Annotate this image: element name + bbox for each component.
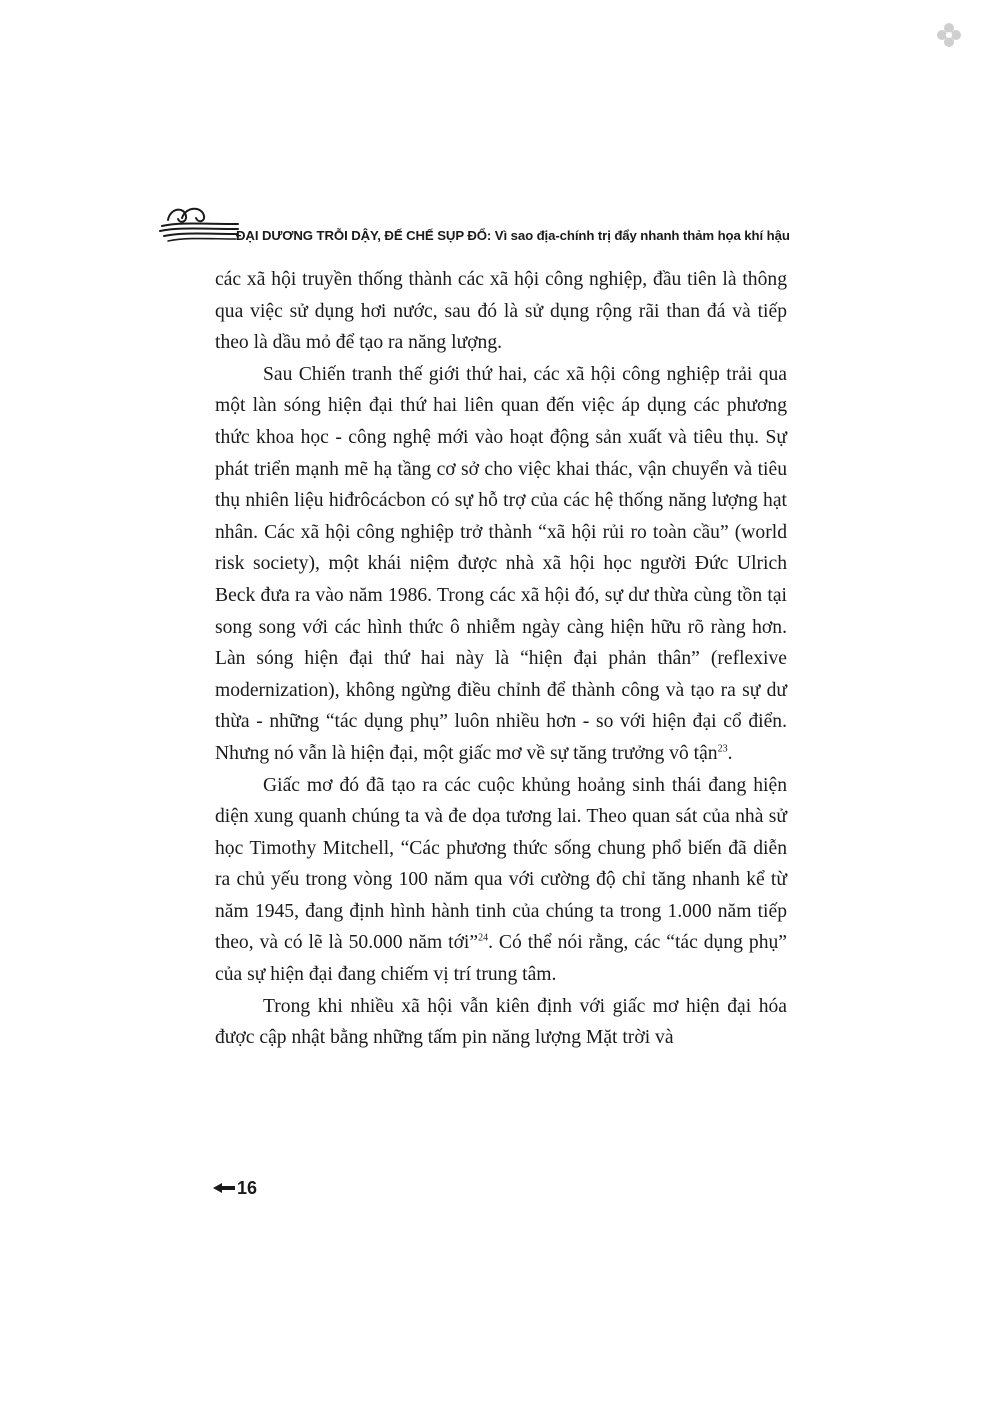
paragraph-4 [215, 991, 787, 1054]
page-number [213, 1177, 257, 1201]
paragraph-2-end: . [727, 742, 733, 764]
paragraph-1-text: các xã hội truyền thống thành các xã hội công nghiệp, đầu tiên là thông qua việc sử dụng hơi nước, sau đó là sử dụng rộng rãi than đá và tiếp theo là dầu mỏ để tạo ra năng lượng. [215, 269, 787, 354]
paragraph-3-text: Giấc mơ đó đã tạo ra các cuộc khủng hoảng sinh thái đang hiện diện xung quanh chúng ta và đe dọa tương lai. Theo quan sát của nhà sử học Timothy Mitchell, “Các phương thức sống chung phổ biến đã diễn ra chủ yếu trong vòng 100 năm qua với cường độ chỉ tăng nhanh kể từ năm 1945, đang định hình hành tinh của chúng ta trong 1.000 năm tiếp theo, và có lẽ là 50.000 năm tới” [215, 774, 787, 954]
header-title-subtitle: Vì sao địa-chính trị đẩy nhanh thảm họa khí hậu [491, 228, 790, 243]
body-text [215, 264, 787, 1054]
footnote-ref-24[interactable]: 24 [478, 932, 489, 944]
arrow-left-icon [213, 1182, 235, 1194]
footnote-ref-23[interactable]: 23 [717, 743, 728, 755]
header-title [236, 228, 790, 243]
paragraph-2 [215, 359, 787, 770]
wave-logo-icon [158, 200, 240, 246]
paragraph-3-end: . Có thể nói rằng, các “tác dụng phụ” của sự hiện đại đang chiếm vị trí trung tâm. [215, 932, 787, 986]
flower-ornament-icon [936, 22, 962, 48]
running-header [158, 200, 790, 250]
paragraph-3 [215, 770, 787, 991]
header-title-bold: ĐẠI DƯƠNG TRỖI DẬY, ĐẾ CHẾ SỤP ĐỔ: [236, 228, 492, 243]
paragraph-2-text: Sau Chiến tranh thế giới thứ hai, các xã hội công nghiệp trải qua một làn sóng hiện đại thứ hai liên quan đến việc áp dụng các phương thức khoa học - công nghệ mới vào hoạt động sản xuất và tiêu thụ. Sự phát triển mạnh mẽ hạ tầng cơ sở cho việc khai thác, vận chuyển và tiêu thụ nhiên liệu hiđrôcácbon có sự hỗ trợ của các hệ thống năng lượng hạt nhân. Các xã hội công nghiệp trở thành “xã hội rủi ro toàn cầu” (world risk society), một khái niệm được nhà xã hội học người Đức Ulrich Beck đưa ra vào năm 1986. Trong các xã hội đó, sự dư thừa cùng tồn tại song song với các hình thức ô nhiễm ngày càng hiện hữu rõ ràng hơn. Làn sóng hiện đại thứ hai này là “hiện đại phản thân” (reflexive modernization), không ngừng điều chỉnh để thành công và tạo ra sự dư thừa - những “tác dụng phụ” luôn nhiều hơn - so với hiện đại cổ điển. Nhưng nó vẫn là hiện đại, một giấc mơ về sự tăng trưởng vô tận [215, 363, 787, 764]
page-number-value: 16 [237, 1177, 258, 1198]
paragraph-1 [215, 264, 787, 359]
paragraph-4-text: Trong khi nhiều xã hội vẫn kiên định với giấc mơ hiện đại hóa được cập nhật bằng những tấm pin năng lượng Mặt trời và [215, 995, 787, 1049]
